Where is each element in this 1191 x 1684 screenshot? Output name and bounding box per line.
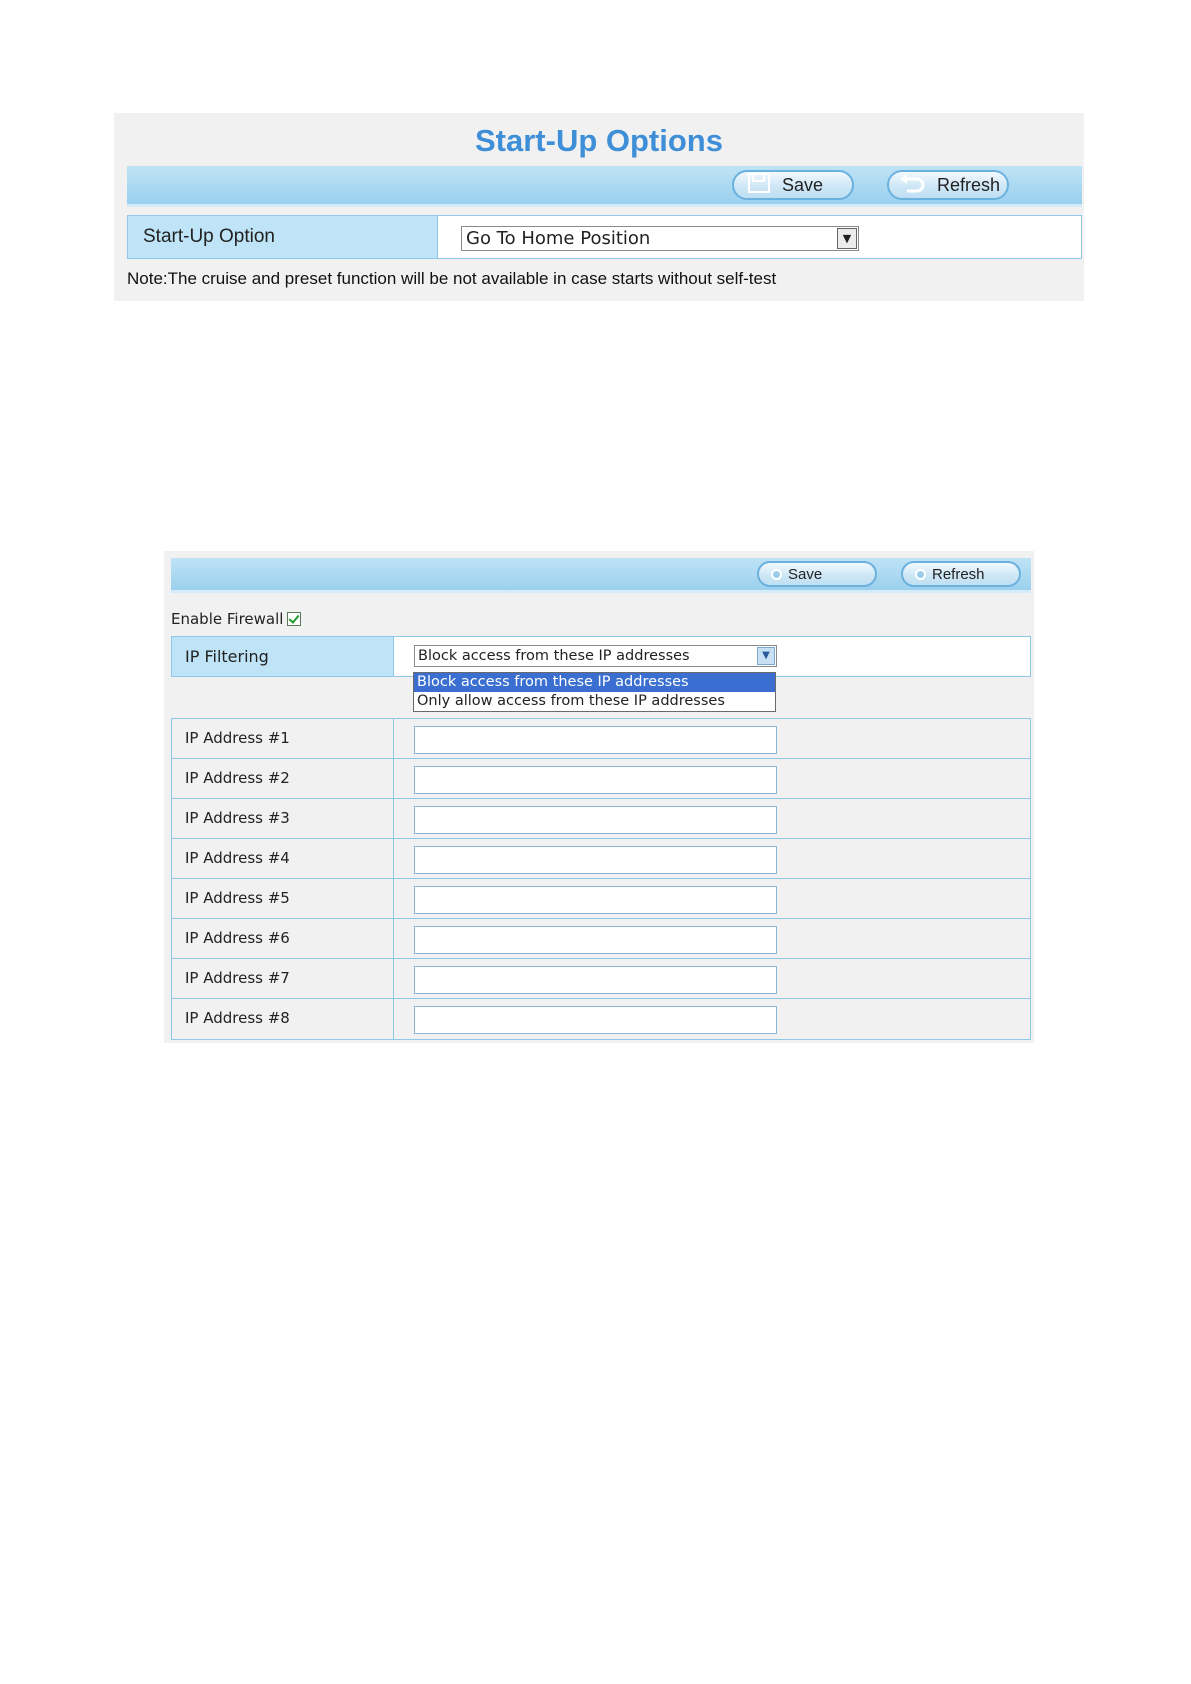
table-row	[172, 759, 1030, 799]
dropdown-option-block[interactable]: Block access from these IP addresses	[414, 673, 775, 692]
ip-filtering-label: IP Filtering	[172, 637, 394, 676]
table-row	[172, 799, 1030, 839]
ip-filtering-row	[171, 636, 1031, 677]
startup-option-select[interactable]	[461, 226, 859, 251]
ip-address-label: IP Address #7	[172, 959, 394, 998]
page-title: Start-Up Options	[475, 123, 723, 158]
startup-option-label: Start-Up Option	[128, 216, 438, 258]
startup-options-panel	[114, 113, 1084, 301]
table-row	[172, 959, 1030, 999]
save-button[interactable]	[757, 561, 877, 587]
ip-address-table	[171, 718, 1031, 1040]
save-button[interactable]	[732, 170, 854, 200]
ip-address-input[interactable]	[414, 806, 777, 834]
ip-address-input[interactable]	[414, 846, 777, 874]
chevron-down-icon[interactable]: ▼	[837, 228, 857, 249]
ip-filtering-select[interactable]	[414, 645, 777, 667]
toolbar	[171, 558, 1031, 593]
table-row	[172, 919, 1030, 959]
table-row	[172, 839, 1030, 879]
ip-filtering-dropdown	[413, 672, 776, 712]
ip-address-label: IP Address #2	[172, 759, 394, 798]
enable-firewall-checkbox[interactable]	[287, 612, 301, 626]
table-row	[172, 879, 1030, 919]
startup-option-value: Go To Home Position	[466, 228, 651, 249]
startup-option-row	[127, 215, 1082, 259]
ip-address-label: IP Address #4	[172, 839, 394, 878]
ip-address-input[interactable]	[414, 966, 777, 994]
ip-filtering-cell	[172, 637, 1030, 676]
save-icon	[748, 173, 770, 198]
refresh-label: Refresh	[937, 174, 1001, 195]
refresh-button[interactable]	[901, 561, 1021, 587]
ip-address-label: IP Address #8	[172, 999, 394, 1039]
ip-address-input[interactable]	[414, 766, 777, 794]
refresh-icon	[915, 569, 926, 580]
ip-address-label: IP Address #6	[172, 919, 394, 958]
dropdown-option-allow[interactable]: Only allow access from these IP addresses	[417, 693, 725, 709]
firewall-panel	[164, 551, 1034, 1043]
refresh-icon	[899, 173, 925, 198]
table-row	[172, 999, 1030, 1039]
save-label: Save	[782, 174, 824, 195]
refresh-label: Refresh	[932, 565, 985, 583]
enable-firewall-row	[171, 610, 301, 628]
ip-address-input[interactable]	[414, 726, 777, 754]
chevron-down-icon[interactable]: ▼	[757, 647, 775, 665]
refresh-button[interactable]	[887, 170, 1009, 200]
ip-filtering-value: Block access from these IP addresses	[418, 648, 690, 664]
startup-note: Note:The cruise and preset function will be not available in case starts without self-test	[127, 269, 777, 288]
table-row	[172, 719, 1030, 759]
save-label: Save	[788, 565, 823, 583]
ip-address-input[interactable]	[414, 1006, 777, 1034]
ip-address-input[interactable]	[414, 926, 777, 954]
ip-address-label: IP Address #1	[172, 719, 394, 758]
ip-address-input[interactable]	[414, 886, 777, 914]
enable-firewall-label: Enable Firewall	[171, 610, 284, 628]
toolbar	[127, 166, 1082, 207]
ip-address-label: IP Address #3	[172, 799, 394, 838]
save-icon	[771, 569, 782, 580]
ip-address-label: IP Address #5	[172, 879, 394, 918]
